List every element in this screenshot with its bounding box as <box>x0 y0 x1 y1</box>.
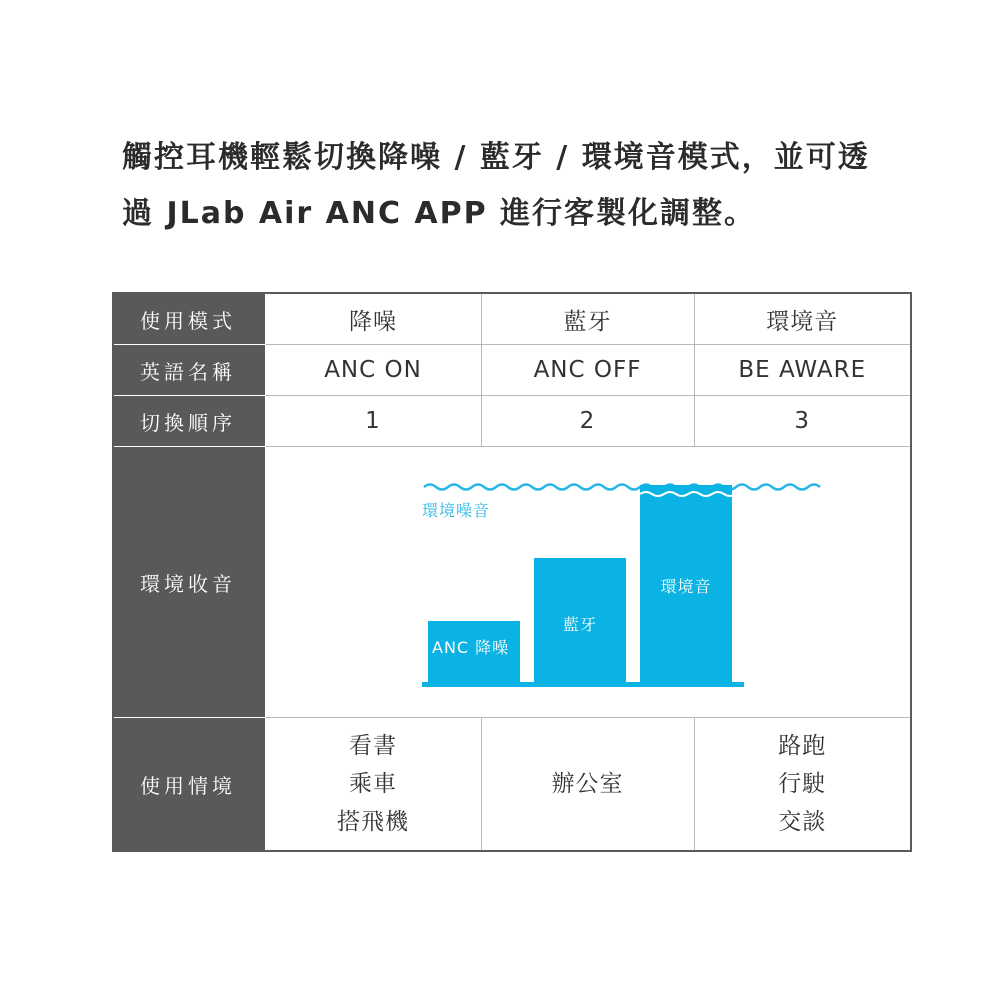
intro-line-1: 觸控耳機輕鬆切換降噪 / 藍牙 / 環境音模式，並可透 <box>122 140 870 175</box>
usage-item: 搭飛機 <box>337 809 409 835</box>
mode-comparison-table <box>112 292 912 852</box>
row-header-mode: 使用模式 <box>113 293 265 345</box>
cell-english-bluetooth: ANC OFF <box>481 345 694 396</box>
cell-order-bluetooth: 2 <box>481 396 694 447</box>
cell-usage-anc <box>265 718 481 852</box>
cell-mode-anc: 降噪 <box>265 293 481 345</box>
cell-mode-ambient: 環境音 <box>694 293 911 345</box>
row-header-english: 英語名稱 <box>113 345 265 396</box>
usage-item: 路跑 <box>778 733 827 759</box>
cell-order-anc: 1 <box>265 396 481 447</box>
usage-item: 交談 <box>778 809 827 835</box>
usage-item: 乘車 <box>349 771 397 797</box>
usage-item: 辦公室 <box>551 771 624 797</box>
cell-order-ambient: 3 <box>694 396 911 447</box>
row-order <box>113 396 911 447</box>
cell-usage-bluetooth <box>481 718 694 852</box>
row-mode <box>113 293 911 345</box>
row-header-order: 切換順序 <box>113 396 265 447</box>
row-usage <box>113 718 911 852</box>
bar-label-1: ANC 降噪 <box>431 638 509 657</box>
cell-english-ambient: BE AWARE <box>694 345 911 396</box>
usage-item: 行駛 <box>778 771 827 797</box>
ambient-chart-cell <box>265 447 911 718</box>
bar-label-2: 藍牙 <box>562 615 597 634</box>
row-header-ambient: 環境收音 <box>113 447 265 718</box>
cell-english-anc: ANC ON <box>265 345 481 396</box>
usage-item: 看書 <box>349 733 397 759</box>
intro-line-2: 過 JLab Air ANC APP 進行客製化調整。 <box>122 196 757 231</box>
row-ambient <box>113 447 911 718</box>
cell-usage-ambient <box>694 718 911 852</box>
ambient-noise-wave <box>424 485 820 490</box>
intro-text <box>122 130 922 242</box>
ambient-noise-label: 環境噪音 <box>421 501 490 520</box>
cell-mode-bluetooth: 藍牙 <box>481 293 694 345</box>
bar-label-3: 環境音 <box>659 577 712 596</box>
ambient-sound-chart <box>266 447 910 717</box>
row-header-usage: 使用情境 <box>113 718 265 852</box>
row-english <box>113 345 911 396</box>
